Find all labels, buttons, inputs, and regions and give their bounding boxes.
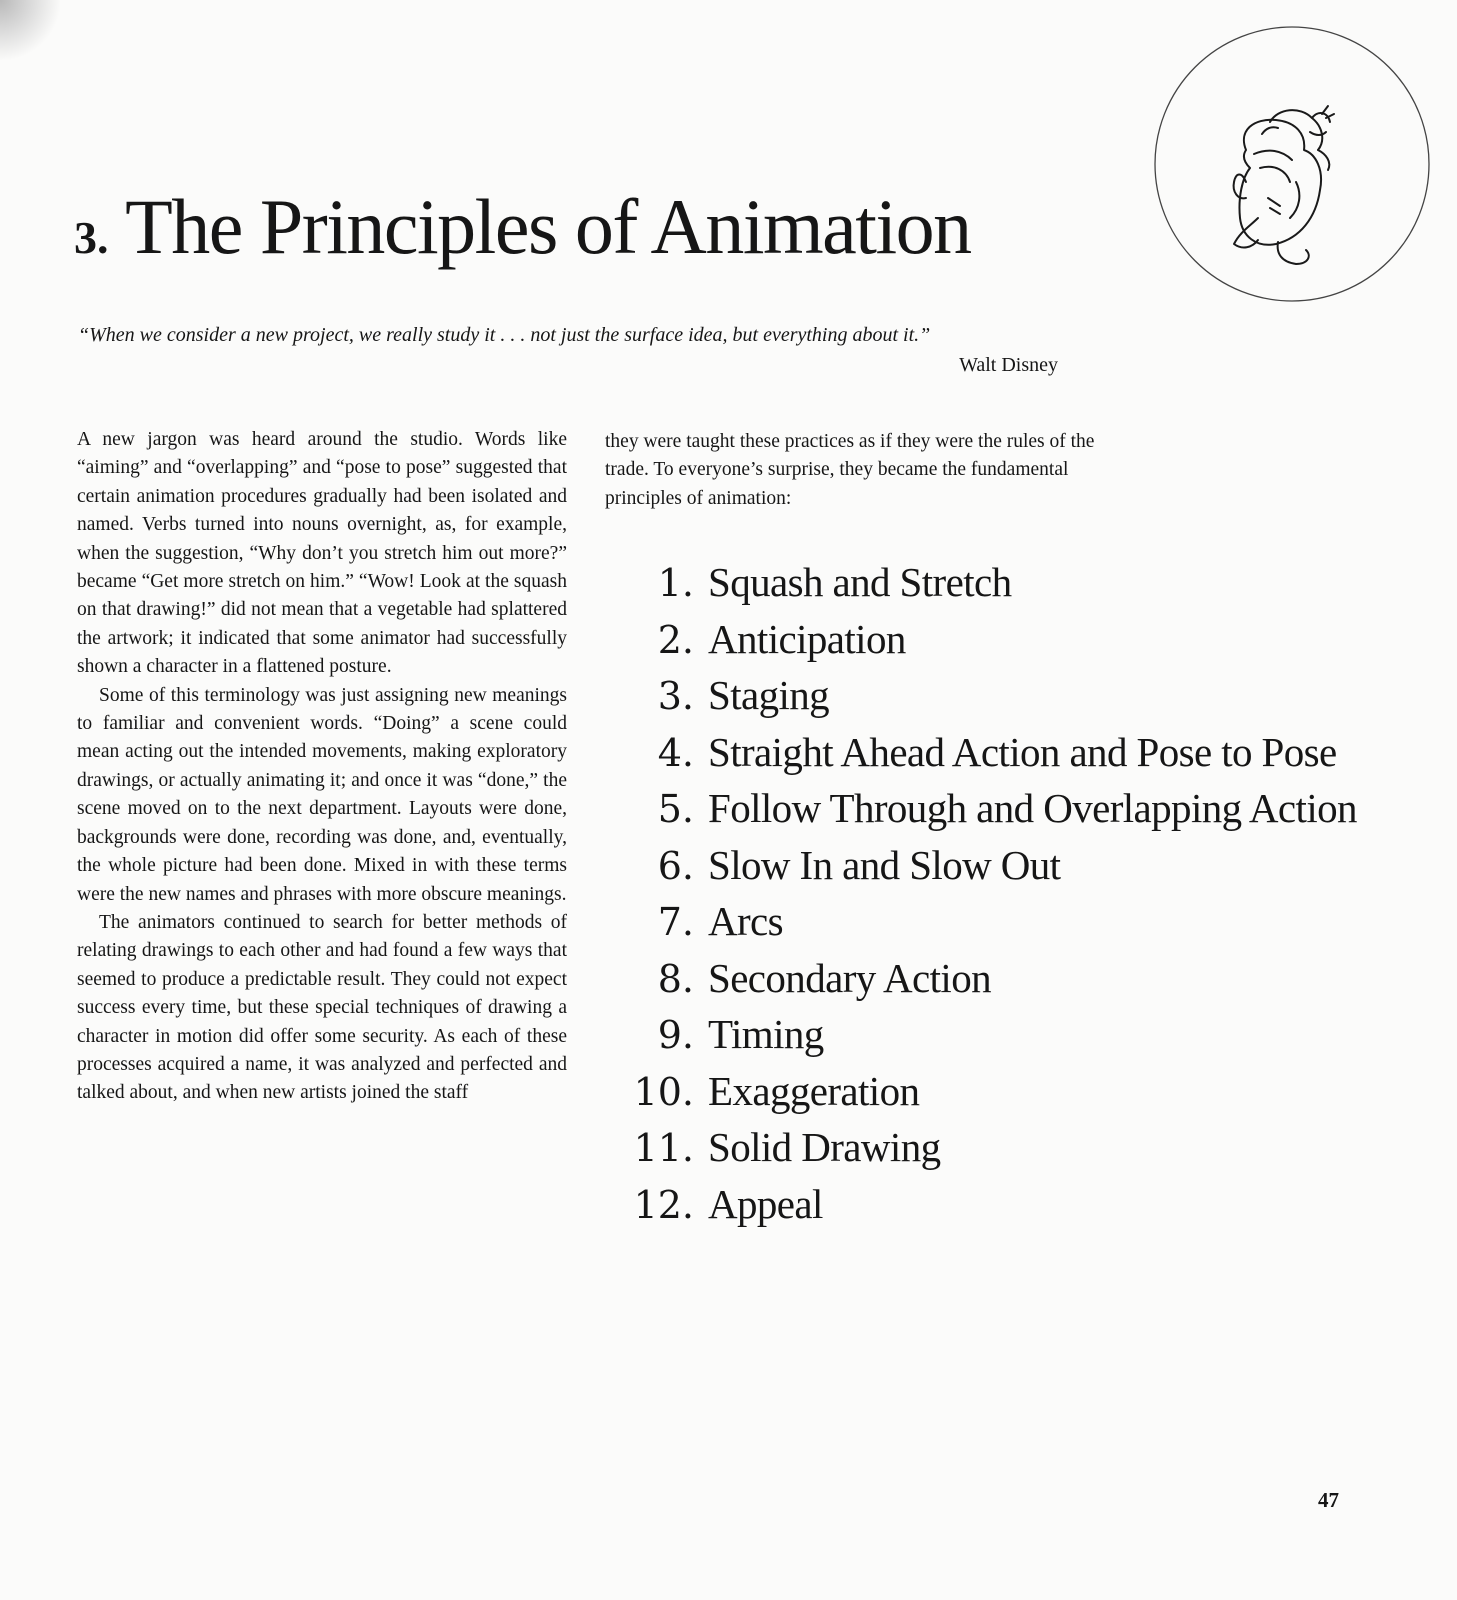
principle-title: Staging <box>708 672 830 718</box>
principle-item <box>620 612 1357 669</box>
principle-item <box>620 668 1357 725</box>
principle-number: 2. <box>657 617 694 662</box>
principle-number: 5. <box>657 787 694 831</box>
principle-title: Slow In and Slow Out <box>708 841 1061 888</box>
body-paragraph: The animators continued to search for better methods of relating drawings to each other and had found a few ways that seemed to produce a predictable result. They could not expect success every time, but these special techniques of drawing a character in motion did offer some security. As each of these processes acquired a name, it was analyzed and perfected and talked about, and when new artists joined the staff <box>77 911 567 1104</box>
body-paragraph: Some of this terminology was just assigning new meanings to familiar and convenient words. “Doing” a scene could mean acting out the intended movements, making exploratory drawings, or actually animating it; and once it was “done,” the scene moved on to the next department. Layouts were done, backgrounds were done, recording was done, and, eventually, the whole picture had been done. Mixed in with these terms were the new names and phrases with more obscure meanings. <box>77 684 567 905</box>
principle-item <box>620 555 1357 612</box>
principle-number: 3. <box>657 674 694 718</box>
principle-item <box>620 1177 1357 1234</box>
chapter-number: 3. <box>74 212 109 263</box>
principle-title: Secondary Action <box>708 954 992 1001</box>
principle-number: 12. <box>633 1182 694 1227</box>
principle-item <box>620 838 1357 895</box>
illustration-circle <box>1155 27 1429 301</box>
principle-item <box>620 951 1357 1008</box>
principle-number: 8. <box>657 956 694 1001</box>
body-right-intro: they were taught these practices as if they were the rules of the trade. To everyone’s surprise, they became the fundamental principles of animation: <box>605 431 1095 509</box>
principle-number: 6. <box>657 843 694 888</box>
principle-title: Solid Drawing <box>708 1124 941 1170</box>
principle-item <box>620 1007 1357 1064</box>
cartoon-character-sketch <box>1234 106 1334 264</box>
chapter-title-text: The Principles of Animation <box>125 183 971 270</box>
principle-title: Squash and Stretch <box>708 559 1012 605</box>
body-paragraph: A new jargon was heard around the studio. Words like “aiming” and “overlapping” and “pose to pose” suggested that certain animation procedures gradually had been isolated and named. Verbs turned into nouns overnight, as, for example, when the suggestion, “Why don’t you stretch him out more?” became “Get more stretch on him.” “Wow! Look at the squash on that drawing!” did not mean that a vegetable had splattered the artwork; it indicated that some animator had successfully shown a character in a flattened posture. <box>77 429 567 678</box>
epigraph-author: Walt Disney <box>959 354 1058 376</box>
principle-title: Straight Ahead Action and Pose to Pose <box>708 728 1337 775</box>
principle-number: 9. <box>657 1013 694 1057</box>
principle-number: 10. <box>633 1069 694 1114</box>
principle-title: Appeal <box>708 1180 823 1227</box>
principle-title: Exaggeration <box>708 1067 920 1114</box>
principle-item <box>620 894 1357 951</box>
character-illustration <box>1150 22 1434 306</box>
principle-title: Anticipation <box>708 615 906 662</box>
principle-title: Follow Through and Overlapping Action <box>708 785 1357 831</box>
principle-number: 11. <box>633 1126 694 1170</box>
principle-item <box>620 1120 1357 1177</box>
principle-title: Timing <box>708 1011 824 1057</box>
principle-item <box>620 781 1357 838</box>
principle-number: 4. <box>657 730 694 775</box>
epigraph-quote: “When we consider a new project, we really study it . . . not just the surface idea, but everything about it.” <box>78 324 931 346</box>
page-number: 47 <box>1318 1488 1339 1512</box>
body-left-column <box>77 426 567 1108</box>
principle-item <box>620 725 1357 782</box>
principle-item <box>620 1064 1357 1121</box>
principle-title: Arcs <box>708 898 784 944</box>
principle-number: 1. <box>657 561 694 605</box>
principle-number: 7. <box>657 900 694 944</box>
scan-edge-shadow <box>0 0 60 60</box>
chapter-title <box>74 182 971 283</box>
principles-list <box>620 555 1357 1233</box>
